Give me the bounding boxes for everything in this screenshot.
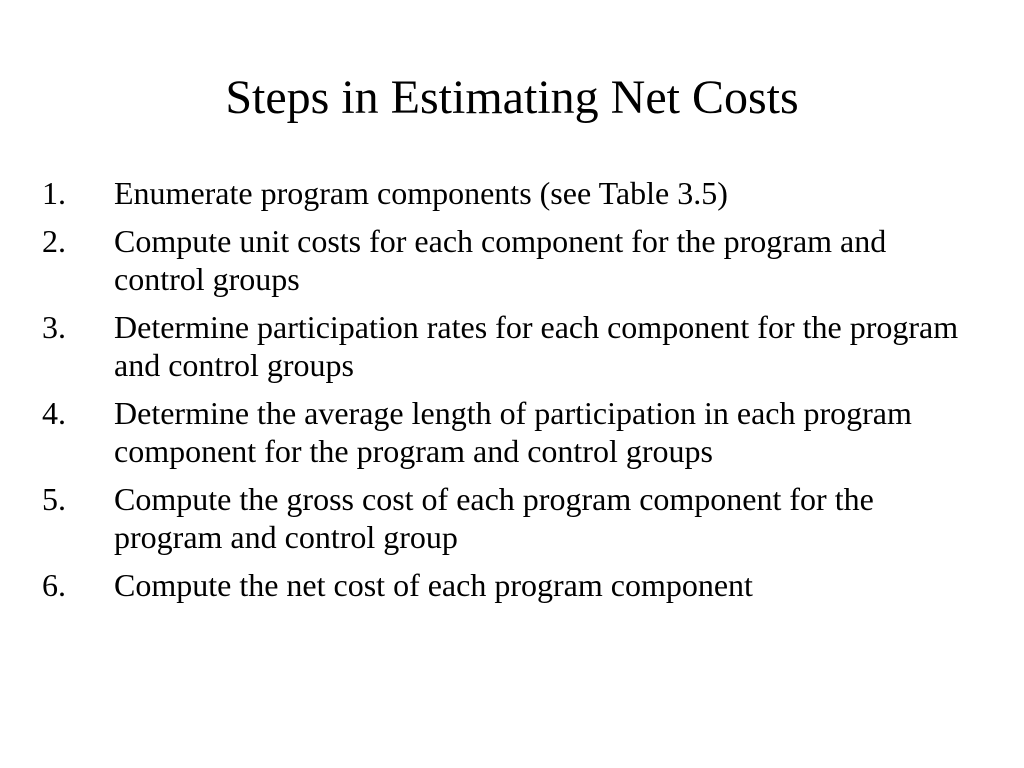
- list-item: [42, 308, 982, 384]
- step-text: Compute the net cost of each program component: [114, 567, 753, 603]
- step-number: 3.: [42, 309, 66, 345]
- step-text: Compute unit costs for each component for the program and control groups: [114, 223, 887, 297]
- step-number: 4.: [42, 395, 66, 431]
- slide-title: Steps in Estimating Net Costs: [225, 71, 799, 124]
- step-text: Determine participation rates for each component for the program and control groups: [114, 309, 959, 383]
- step-text: Enumerate program components (see Table 3.5): [114, 175, 728, 211]
- step-text: Determine the average length of participation in each program component for the program and control groups: [114, 395, 912, 469]
- list-item: [42, 394, 982, 470]
- steps-list: [42, 174, 982, 614]
- list-item: [42, 222, 982, 298]
- step-number: 5.: [42, 481, 66, 517]
- list-item: [42, 174, 982, 212]
- step-number: 6.: [42, 567, 66, 603]
- list-item: [42, 566, 982, 604]
- list-item: [42, 480, 982, 556]
- step-number: 2.: [42, 223, 66, 259]
- step-number: 1.: [42, 175, 66, 211]
- step-text: Compute the gross cost of each program component for the program and control group: [114, 481, 874, 555]
